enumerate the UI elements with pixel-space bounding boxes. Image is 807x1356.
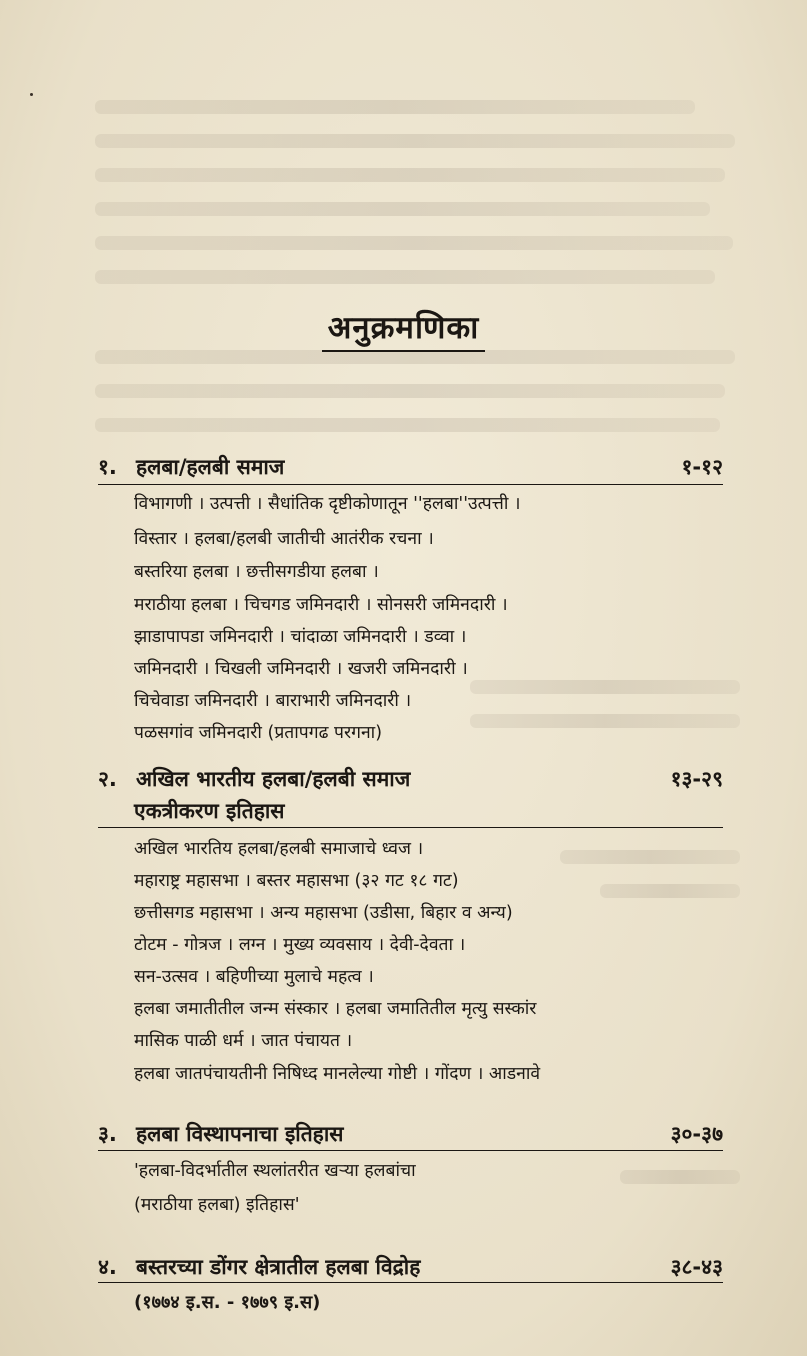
entry-line: 'हलबा-विदर्भातील स्थलांतरीत खऱ्या हलबांचा [134, 1161, 416, 1181]
toc-entry-3 [98, 1120, 723, 1154]
entry-line: बस्तरिया हलबा । छत्तीसगडीया हलबा । [134, 562, 379, 582]
bleed-through-line [560, 850, 740, 864]
bleed-through-line [95, 134, 735, 148]
entry-line: मासिक पाळी धर्म । जात पंचायत । [134, 1031, 353, 1051]
entry-title: अखिल भारतीय हलबा/हलबी समाज [136, 767, 411, 791]
entry-line: टोटम - गोत्रज । लग्न । मुख्य व्यवसाय । देवी-देवता । [134, 935, 466, 955]
entry-title: बस्तरच्या डोंगर क्षेत्रातील हलबा विद्रोह [136, 1255, 421, 1279]
entry-line: विभागणी । उत्पत्ती । सैधांतिक दृष्टीकोणातून ''हलबा''उत्पत्ती । [134, 494, 521, 514]
entry-title: हलबा विस्थापनाचा इतिहास [136, 1122, 344, 1146]
entry-line: (मराठीया हलबा) इतिहास' [134, 1195, 300, 1215]
entry-line: छत्तीसगड महासभा । अन्य महासभा (उडीसा, बिहार व अन्य) [134, 903, 513, 923]
entry-line: जमिनदारी । चिखली जमिनदारी । खजरी जमिनदारी । [134, 659, 468, 679]
toc-title [0, 306, 807, 352]
entry-page-range: १-१२ [681, 455, 723, 479]
entry-number: २. [98, 767, 117, 791]
bleed-through-line [95, 100, 695, 114]
entry-divider [98, 1282, 723, 1283]
entry-line: हलबा जातपंचायतीनी निषिध्द मानलेल्या गोष्टी । गोंदण । आडनावे [134, 1064, 541, 1084]
entry-subheading: एकत्रीकरण इतिहास [134, 799, 285, 823]
bleed-through-line [470, 680, 740, 694]
bleed-through-line [95, 236, 733, 250]
entry-line: हलबा जमातीतील जन्म संस्कार । हलबा जमातितील मृत्यु सस्कांर [134, 999, 537, 1019]
entry-line: चिचेवाडा जमिनदारी । बाराभारी जमिनदारी । [134, 691, 412, 711]
entry-line: मराठीया हलबा । चिचगड जमिनदारी । सोनसरी जमिनदारी । [134, 595, 508, 615]
bleed-through-line [95, 202, 710, 216]
entry-page-range: ३८-४३ [670, 1255, 723, 1279]
entry-line: झाडापापडा जमिनदारी । चांदाळा जमिनदारी । डव्वा । [134, 627, 467, 647]
bleed-through-line [95, 270, 715, 284]
entry-date-range: (१७७४ इ.स. - १७७९ इ.स) [134, 1292, 321, 1313]
bleed-through-line [95, 168, 725, 182]
toc-entry-1 [98, 453, 723, 487]
page-speck [30, 93, 33, 96]
bleed-through-line [95, 418, 720, 432]
bleed-through-line [620, 1170, 740, 1184]
toc-title-text: अनुक्रमणिका [322, 306, 486, 352]
entry-line: विस्तार । हलबा/हलबी जातीची आतंरीक रचना । [134, 529, 434, 549]
entry-line: अखिल भारतिय हलबा/हलबी समाजाचे ध्वज । [134, 839, 424, 859]
toc-entry-2 [98, 765, 723, 799]
entry-line: सन-उत्सव । बहिणीच्या मुलाचे महत्व । [134, 967, 374, 987]
entry-line: महाराष्ट्र महासभा । बस्तर महासभा (३२ गट १८ गट) [134, 871, 459, 891]
entry-divider [98, 484, 723, 485]
bleed-through-line [470, 714, 740, 728]
entry-line: पळसगांव जमिनदारी (प्रतापगढ परगना) [134, 723, 383, 743]
entry-number: १. [98, 455, 117, 479]
entry-number: ३. [98, 1122, 117, 1146]
entry-page-range: ३०-३७ [670, 1122, 723, 1146]
bleed-through-line [600, 884, 740, 898]
entry-page-range: १३-२९ [670, 767, 723, 791]
entry-divider [98, 827, 723, 828]
entry-number: ४. [98, 1255, 117, 1279]
bleed-through-line [95, 350, 735, 364]
entry-title: हलबा/हलबी समाज [136, 455, 285, 479]
bleed-through-line [95, 384, 725, 398]
entry-divider [98, 1150, 723, 1151]
